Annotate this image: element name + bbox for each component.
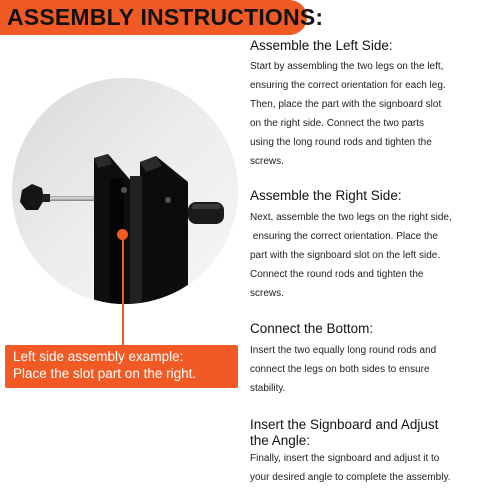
- body-line: connect the legs on both sides to ensure: [250, 364, 430, 375]
- page-title: ASSEMBLY INSTRUCTIONS:: [7, 4, 324, 30]
- section-assemble-left: [250, 38, 496, 171]
- body-line: Start by assembling the two legs on the left,: [250, 61, 444, 72]
- left-leg-bracket: [94, 154, 132, 304]
- callout-line-2: Place the slot part on the right.: [13, 366, 197, 381]
- bolt-hole: [165, 197, 171, 203]
- body-line: on the right side. Connect the two parts: [250, 118, 424, 129]
- right-leg-bracket: [140, 156, 188, 304]
- body-line: stability.: [250, 383, 286, 394]
- bolt-hole: [121, 187, 127, 193]
- section-body: [250, 57, 496, 171]
- body-line: Next, assemble the two legs on the right side,: [250, 212, 452, 223]
- body-line: Insert the two equally long round rods and: [250, 345, 437, 356]
- body-line: Finally, insert the signboard and adjust it to: [250, 453, 440, 464]
- body-line: your desired angle to complete the assembly.: [250, 472, 451, 483]
- section-body: [250, 449, 496, 487]
- section-body: [250, 208, 496, 303]
- section-heading: Assemble the Left Side:: [250, 38, 393, 53]
- body-line: ensuring the correct orientation. Place the: [250, 231, 438, 242]
- body-line: Connect the round rods and tighten the: [250, 269, 424, 280]
- section-assemble-right: [250, 188, 496, 303]
- body-line: using the long round rods and tighten the: [250, 137, 432, 148]
- title-banner: [0, 0, 324, 35]
- section-heading: Assemble the Right Side:: [250, 188, 402, 203]
- callout-line-1: Left side assembly example:: [13, 349, 184, 364]
- section-heading: Connect the Bottom:: [250, 321, 374, 336]
- body-line: ensuring the correct orientation for each leg.: [250, 80, 446, 91]
- heading-line: the Angle:: [250, 433, 311, 448]
- heading-line: Insert the Signboard and Adjust: [250, 417, 439, 432]
- section-body: [250, 341, 496, 398]
- body-line: screws.: [250, 156, 284, 167]
- assembly-photo: [12, 78, 238, 304]
- body-line: screws.: [250, 288, 284, 299]
- callout-box: [5, 345, 238, 388]
- section-connect-bottom: [250, 321, 496, 398]
- section-insert-signboard: [250, 417, 496, 487]
- callout-line: [122, 234, 124, 346]
- body-line: part with the signboard slot on the left side.: [250, 250, 441, 261]
- assembly-photo-illustration: [12, 78, 238, 304]
- section-heading: [250, 417, 496, 449]
- signboard-slot: [130, 176, 142, 304]
- body-line: Then, place the part with the signboard slot: [250, 99, 442, 110]
